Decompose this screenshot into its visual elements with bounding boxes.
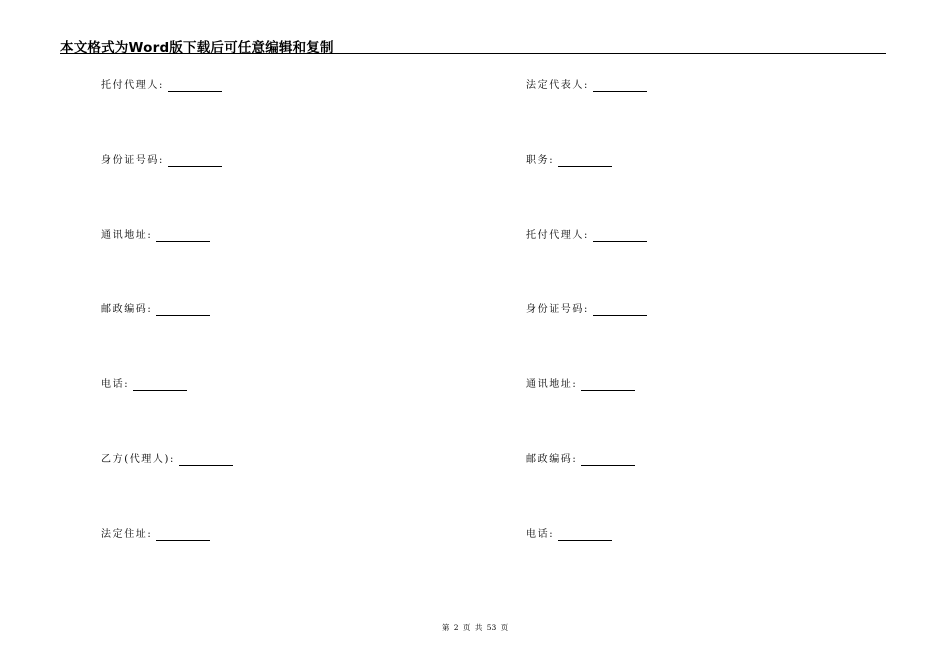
field-label: 通讯地址: (526, 379, 578, 390)
fill-in-blank[interactable] (593, 304, 647, 316)
left-field-phone (101, 379, 187, 393)
page-header (60, 34, 886, 54)
field-label: 通讯地址: (101, 230, 153, 241)
right-field-position (526, 155, 612, 169)
page-current: 2 (453, 623, 459, 632)
right-field-address (526, 379, 635, 393)
fill-in-blank[interactable] (581, 379, 635, 391)
right-field-phone (526, 529, 612, 543)
page-footer (0, 622, 950, 633)
fill-in-blank[interactable] (168, 80, 222, 92)
page-total-word: 共 (474, 623, 483, 632)
fill-in-blank[interactable] (593, 230, 647, 242)
header-title: 本文格式为Word版下载后可任意编辑和复制 (60, 40, 334, 56)
fill-in-blank[interactable] (179, 454, 233, 466)
fill-in-blank[interactable] (581, 454, 635, 466)
page-word: 页 (462, 623, 471, 632)
field-label: 身份证号码: (526, 304, 589, 315)
left-field-legal-address (101, 529, 210, 543)
page-total: 53 (486, 623, 497, 632)
fill-in-blank[interactable] (133, 379, 187, 391)
right-field-id-number (526, 304, 647, 318)
field-label: 电话: (526, 529, 555, 540)
right-field-agent (526, 230, 647, 244)
page-suffix: 页 (500, 623, 509, 632)
fill-in-blank[interactable] (558, 155, 612, 167)
field-label: 邮政编码: (526, 454, 578, 465)
field-label: 法定代表人: (526, 80, 589, 91)
page-prefix: 第 (441, 623, 450, 632)
fill-in-blank[interactable] (156, 304, 210, 316)
left-field-party-b (101, 454, 233, 468)
field-label: 电话: (101, 379, 130, 390)
field-label: 邮政编码: (101, 304, 153, 315)
left-field-address (101, 230, 210, 244)
field-label: 托付代理人: (526, 230, 589, 241)
field-label: 法定住址: (101, 529, 153, 540)
left-field-postcode (101, 304, 210, 318)
right-field-postcode (526, 454, 635, 468)
field-label: 职务: (526, 155, 555, 166)
field-label: 身份证号码: (101, 155, 164, 166)
left-field-id-number (101, 155, 222, 169)
fill-in-blank[interactable] (168, 155, 222, 167)
left-field-agent (101, 80, 222, 94)
right-field-legal-rep (526, 80, 647, 94)
fill-in-blank[interactable] (156, 529, 210, 541)
field-label: 乙方(代理人): (101, 454, 175, 465)
fill-in-blank[interactable] (593, 80, 647, 92)
field-label: 托付代理人: (101, 80, 164, 91)
fill-in-blank[interactable] (156, 230, 210, 242)
fill-in-blank[interactable] (558, 529, 612, 541)
